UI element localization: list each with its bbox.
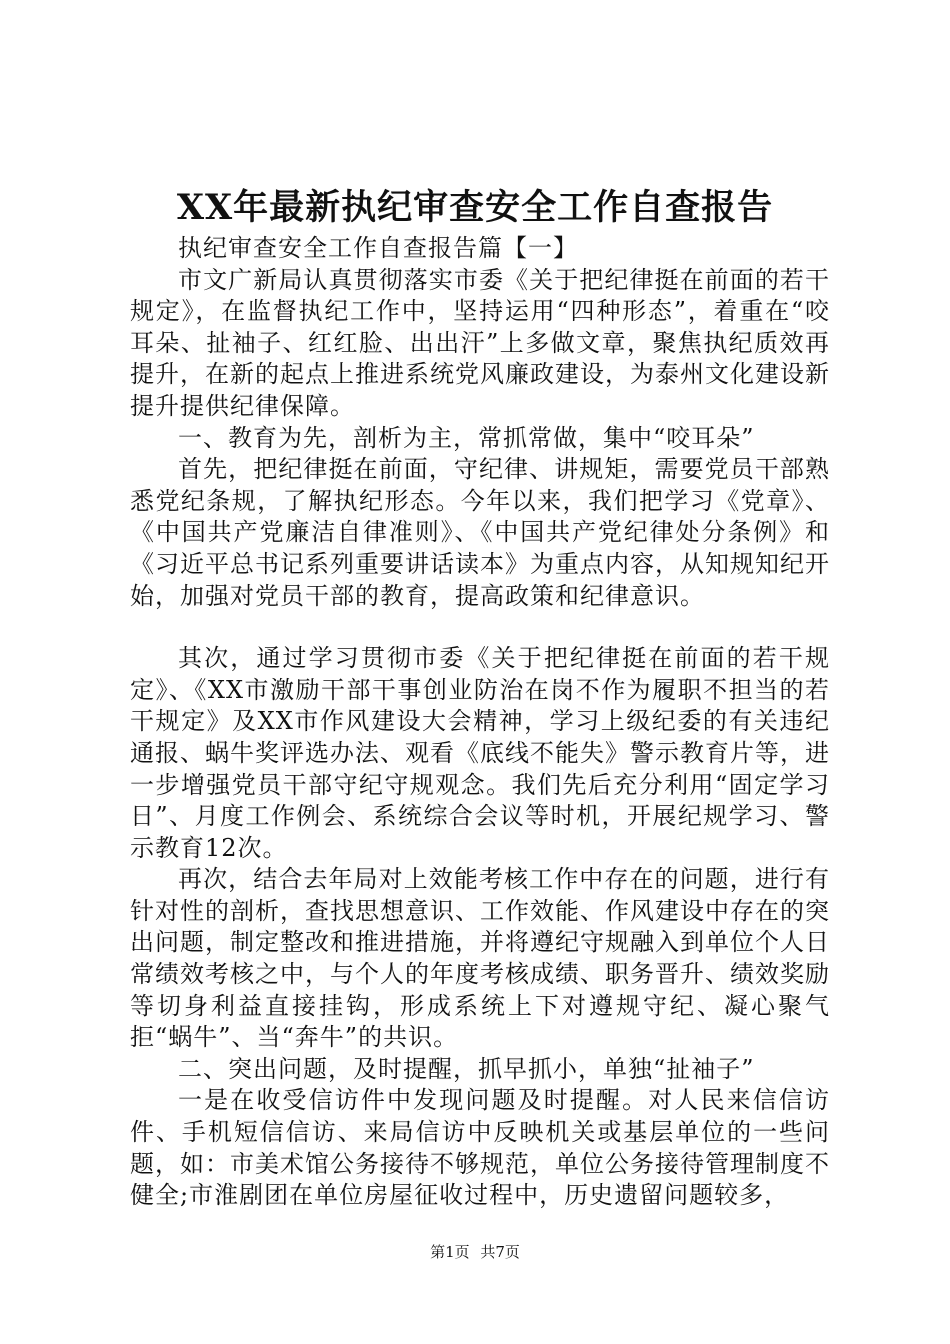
page-number: 第1页 — [430, 1243, 470, 1261]
body-paragraph: 再次，结合去年局对上效能考核工作中存在的问题，进行有针对性的剖析，查找思想意识、工作效能、作风建设中存在的突出问题，制定整改和推进措施，并将遵纪守规融入到单位个人日常绩效考核之中，与个人的年度考核成绩、职务晋升、绩效奖励等切身利益直接挂钩，形成系统上下对遵规守纪、凝心聚气拒“蜗牛”、当“奔牛”的共识。 — [130, 865, 830, 1052]
section-heading: 一、教育为先，剖析为主，常抓常做，集中“咬耳朵” — [178, 423, 755, 452]
section-heading: 执纪审查安全工作自查报告篇【一】 — [178, 234, 578, 262]
section-heading: 二、突出问题，及时提醒，抓早抓小，单独“扯袖子” — [178, 1054, 755, 1083]
body-paragraph: 一是在收受信访件中发现问题及时提醒。对人民来信信访件、手机短信信访、来局信访中反映机关或基层单位的一些问题，如：市美术馆公务接待不够规范，单位公务接待管理制度不健全;市淮剧团在单位房屋征收过程中，历史遗留问题较多， — [130, 1086, 830, 1210]
document-title: XX年最新执纪审查安全工作自查报告 — [176, 187, 774, 228]
body-paragraph: 其次，通过学习贯彻市委《关于把纪律挺在前面的若干规定》、《XX市激励干部干事创业防治在岗不作为履职不担当的若干规定》及XX市作风建设大会精神，学习上级纪委的有关违纪通报、蜗牛奖评选办法、观看《底线不能失》警示教育片等，进一步增强党员干部守纪守规观念。我们先后充分利用“固定学习日”、月度工作例会、系统综合会议等时机，开展纪规学习、警示教育12次。 — [130, 644, 830, 862]
page-footer — [0, 1242, 950, 1262]
page-total: 共7页 — [480, 1243, 520, 1261]
body-paragraph: 首先，把纪律挺在前面，守纪律、讲规矩，需要党员干部熟悉党纪条规，了解执纪形态。今年以来，我们把学习《党章》、《中国共产党廉洁自律准则》、《中国共产党纪律处分条例》和《习近平总书记系列重要讲话读本》为重点内容，从知规知纪开始，加强对党员干部的教育，提高政策和纪律意识。 — [130, 455, 830, 610]
body-paragraph: 市文广新局认真贯彻落实市委《关于把纪律挺在前面的若干规定》，在监督执纪工作中，坚持运用“四种形态”，着重在“咬耳朵、扯袖子、红红脸、出出汗”上多做文章，聚焦执纪质效再提升，在新的起点上推进系统党风廉政建设，为泰州文化建设新提升提供纪律保障。 — [130, 265, 830, 420]
document-body — [130, 233, 830, 1212]
